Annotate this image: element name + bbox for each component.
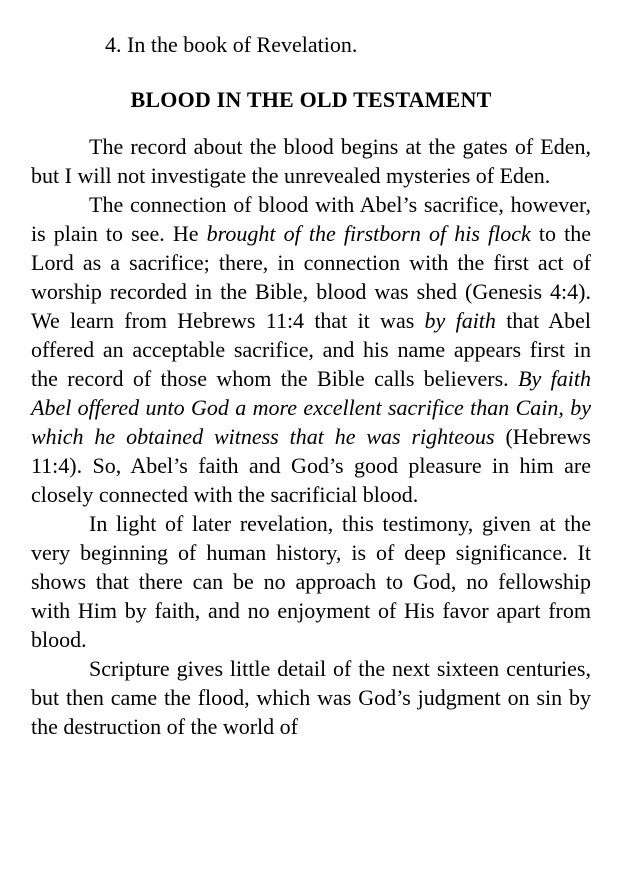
text-span: (Hebrews 11:4). So, Abel’s faith and God’s good pleasure in him are closely connected with the sacrificial blood. (31, 424, 591, 507)
section-heading: BLOOD IN THE OLD TESTAMENT (130, 87, 492, 112)
text-span: to the Lord as a sacrifice; there, in connection with the first act of worship recorded in the Bible, blood was shed (Genesis 4:4). We learn from Hebrews 11:4 that it was (31, 221, 591, 333)
list-item-revelation: 4. In the book of Revelation. (105, 32, 358, 57)
paragraph-later-revelation: In light of later revelation, this testimony, given at the very beginning of human history, is of deep significance. It shows that there can be no approach to God, no fellowship with Him by faith, and no enjoyment of His favor apart from blood. (31, 511, 591, 652)
text-span: that Abel offered an acceptable sacrifice, and his name appears first in the record of those whom the Bible calls believers. (31, 308, 591, 391)
italic-quote-firstborn: brought of the firstborn of his flock (206, 221, 531, 246)
paragraph-abel-sacrifice (31, 190, 591, 509)
document-page (31, 30, 591, 741)
italic-quote-hebrews: By faith Abel offered unto God a more excellent sacrifice than Cain, by which he obtained witness that he was righteous (31, 366, 591, 449)
text-span: The connection of blood with Abel’s sacrifice, however, is plain to see. He (31, 192, 591, 246)
paragraph-flood: Scripture gives little detail of the next sixteen centuries, but then came the flood, which was God’s judgment on sin by the destruction of the world of (31, 656, 591, 739)
italic-quote-by-faith: by faith (424, 308, 496, 333)
paragraph-eden: The record about the blood begins at the gates of Eden, but I will not investigate the unrevealed mysteries of Eden. (31, 134, 591, 188)
